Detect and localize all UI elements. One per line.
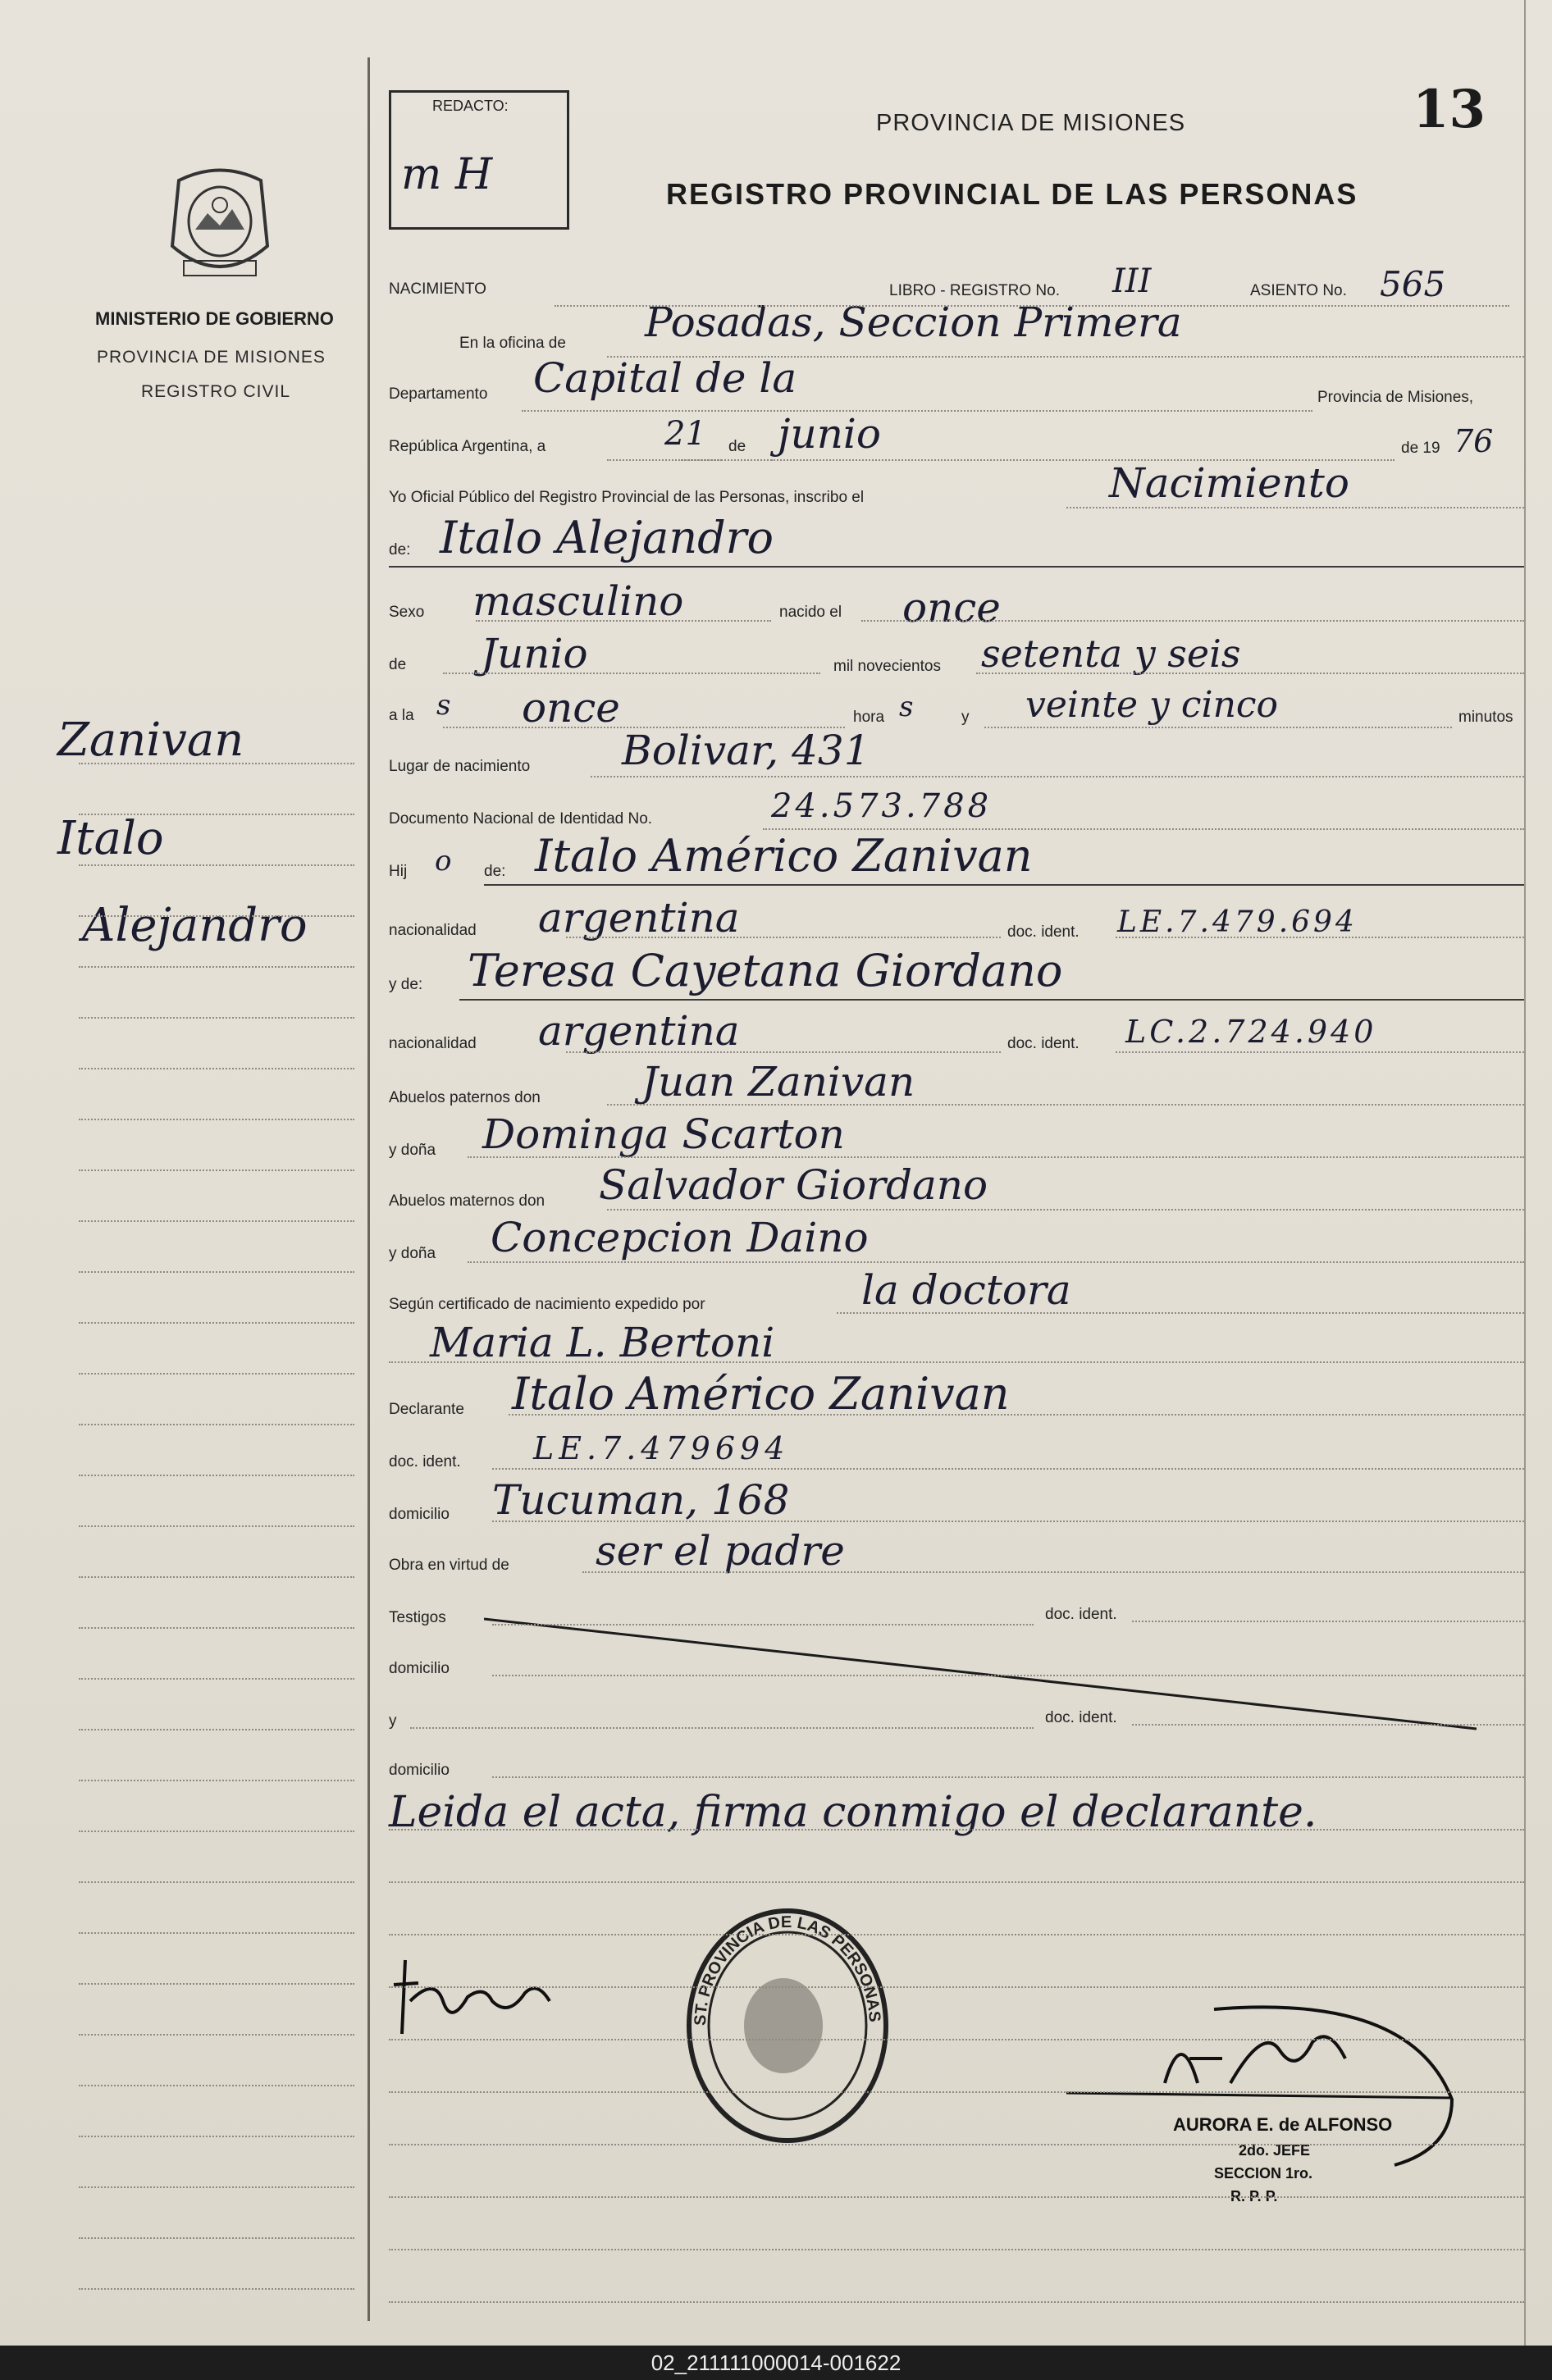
form-dotted-line [522,410,1312,412]
margin-dotted-line [79,1068,354,1069]
margin-name-first: Italo [57,812,164,865]
margin-dotted-line [79,763,354,764]
hijo-suffix: o [435,845,452,878]
declarante-value: Italo Américo Zanivan [512,1368,1010,1420]
certificado-value2: Maria L. Bertoni [430,1319,775,1366]
y-label: y [961,709,970,726]
footer-id: 02_211111000014-001622 [0,2346,1552,2380]
form-dotted-line [492,1468,1524,1470]
provincia-label: Provincia de Misiones, [1317,389,1474,406]
vertical-rule [367,57,370,2321]
form-solid-line [484,884,1524,886]
margin-dotted-line [79,864,354,866]
margin-dotted-line [79,2237,354,2239]
margin-dotted-line [79,1169,354,1171]
margin-dotted-line [79,1424,354,1425]
obra-value: ser el padre [596,1527,845,1575]
hijo-de-label: de: [484,863,506,880]
margin-dotted-line [79,1627,354,1629]
form-dotted-line [389,2249,1524,2250]
margin-dotted-line [79,2034,354,2036]
form-dotted-line [389,2144,1524,2145]
nacido-value: once [902,584,1001,631]
form-dotted-line [607,1104,1524,1106]
ydona2-label: y doña [389,1245,436,1262]
form-dotted-line [976,673,1524,674]
form-dotted-line [566,937,1001,938]
dni-value: 24.573.788 [771,787,993,825]
doc1-label: doc. ident. [1007,923,1080,941]
abuelo-pat-value: Juan Zanivan [641,1058,915,1106]
form-dotted-line [555,305,1509,307]
right-edge-rule [1524,0,1526,2346]
round-stamp [681,1903,894,2149]
form-dotted-line [476,620,771,622]
margin-name-middle: Alejandro [82,899,308,952]
form-dotted-line [591,776,1524,777]
certificado-label: Según certificado de nacimiento expedido por [389,1296,705,1313]
form-dotted-line [492,1521,1524,1522]
certificado-value: la doctora [861,1266,1071,1314]
doc2-value: LC.2.724.940 [1125,1014,1377,1050]
form-dotted-line [1116,937,1524,938]
domicilio2-label: domicilio [389,1660,450,1677]
mes-value: junio [778,410,882,458]
margin-dotted-line [79,1220,354,1222]
form-dotted-line [443,673,820,674]
stamp-line2: 2do. JEFE [1239,2142,1311,2159]
form-dotted-line [389,1986,1524,1988]
header-province: PROVINCIA DE MISIONES [876,110,1186,136]
de2-label: de: [389,541,411,559]
sexo-label: Sexo [389,604,425,621]
domicilio3-label: domicilio [389,1762,450,1779]
margin-dotted-line [79,1729,354,1730]
obra-label: Obra en virtud de [389,1557,509,1574]
form-dotted-line [763,828,1524,830]
horas-suffix: s [899,691,914,723]
round-stamp-text: ST. PROVINCIA DE LAS PERSONAS [691,1913,884,2027]
ala-label: a la [389,707,414,724]
ala-suffix: s [436,689,451,722]
yde-label: y de: [389,976,423,993]
page-number: 13 [1413,79,1486,140]
anio-value: 76 [1454,423,1494,459]
form-dotted-line [389,1934,1524,1935]
anio2-value: setenta y seis [981,631,1241,676]
margin-dotted-line [79,1983,354,1985]
nac2-value: argentina [538,1007,740,1055]
nacimiento-label: NACIMIENTO [389,280,486,298]
testigos-label: Testigos [389,1609,446,1626]
margin-dotted-line [79,1780,354,1781]
form-dotted-line [492,1776,1524,1778]
ministry-line2: PROVINCIA DE MISIONES [97,348,326,367]
hijo-label: Hij [389,863,408,880]
margin-dotted-line [79,1576,354,1578]
coat-of-arms-icon [162,164,277,287]
nac1-value: argentina [538,894,740,942]
right-signature [1066,2001,1460,2214]
form-dotted-line [984,727,1452,728]
form-dotted-line [509,1414,1524,1416]
form-dotted-line [492,1675,1524,1676]
margin-dotted-line [79,1932,354,1934]
mil-label: mil novecientos [833,658,941,675]
margin-name-surname: Zanivan [57,714,244,767]
lugar-label: Lugar de nacimiento [389,758,531,775]
form-dotted-line [468,1261,1524,1263]
abuelos-mat-label: Abuelos maternos don [389,1192,545,1210]
form-dotted-line [607,356,1524,358]
asiento-label: ASIENTO No. [1250,282,1347,299]
nombre-value: Italo Alejandro [440,512,774,563]
margin-dotted-line [79,2288,354,2290]
stamp-line3: SECCION 1ro. [1214,2165,1313,2182]
margin-dotted-line [79,1271,354,1273]
form-dotted-line [389,2301,1524,2303]
margin-dotted-line [79,1525,354,1527]
nac1-label: nacionalidad [389,922,477,939]
form-dotted-line [468,1156,1524,1158]
ministry-line3: REGISTRO CIVIL [141,382,291,401]
libro-value: III [1112,262,1152,300]
nacido-label: nacido el [779,604,842,621]
republica-label: República Argentina, a [389,438,546,455]
ydona1-label: y doña [389,1142,436,1159]
dni-label: Documento Nacional de Identidad No. [389,810,653,828]
redacto-box [389,90,569,230]
min-value: veinte y cinco [1025,684,1279,726]
form-dotted-line [566,1051,1001,1053]
minutos-label: minutos [1458,709,1513,726]
form-dotted-line [389,2196,1524,2198]
form-dotted-line [389,1361,1524,1363]
dia-value: 21 [664,415,706,453]
margin-dotted-line [79,966,354,968]
margin-dotted-line [79,1831,354,1832]
margin-dotted-line [79,1119,354,1120]
departamento-value: Capital de la [533,354,797,402]
abuelos-pat-label: Abuelos paternos don [389,1089,541,1106]
lugar-value: Bolivar, 431 [622,727,870,774]
oficina-label: En la oficina de [459,335,566,352]
libro-label: LIBRO - REGISTRO No. [889,282,1060,299]
inscribo-value: Nacimiento [1109,459,1349,507]
de3-label: de [389,656,407,673]
horas-label: hora [853,709,885,726]
abuela-mat-value: Concepcion Daino [491,1214,869,1261]
abuelo-mat-value: Salvador Giordano [599,1161,988,1209]
hora-value: once [522,684,620,732]
doc2-label: doc. ident. [1007,1035,1080,1052]
redacto-label: REDACTO: [432,98,509,114]
form-dotted-line [1116,1051,1524,1053]
strike-line [484,1607,1485,1739]
nac2-label: nacionalidad [389,1035,477,1052]
sexo-value: masculino [472,577,684,625]
margin-dotted-line [79,2186,354,2188]
margin-dotted-line [79,2085,354,2086]
form-dotted-line [410,1727,1034,1729]
form-dotted-line [389,1829,1524,1831]
declarante-label: Declarante [389,1401,464,1418]
form-dotted-line [1132,1621,1524,1622]
margin-dotted-line [79,1322,354,1324]
form-dotted-line [771,459,1395,461]
form-dotted-line [861,620,1524,622]
margin-dotted-line [79,1373,354,1375]
de-label: de [728,438,746,455]
stamp-line4: R. P. P. [1230,2188,1278,2204]
departamento-label: Departamento [389,385,488,403]
margin-dotted-line [79,1017,354,1019]
doc3-label: doc. ident. [1045,1606,1117,1623]
y2-label: y [389,1712,397,1730]
margin-dotted-line [79,1881,354,1883]
margin-dotted-line [79,915,354,917]
form-dotted-line [1132,1724,1524,1726]
madre-value: Teresa Cayetana Giordano [468,945,1063,996]
domicilio-label: domicilio [389,1506,450,1523]
form-dotted-line [837,1312,1524,1314]
form-dotted-line [492,1624,1034,1625]
docdecl-value: LE.7.479694 [533,1430,790,1466]
padre-value: Italo Américo Zanivan [535,830,1033,882]
doc1-value: LE.7.479.694 [1117,905,1358,939]
margin-dotted-line [79,1475,354,1476]
form-dotted-line [1066,507,1524,508]
form-solid-line [389,566,1524,568]
form-dotted-line [607,1209,1524,1211]
docdecl-label: doc. ident. [389,1453,461,1470]
form-dotted-line [389,2091,1524,2093]
anio-label: de 19 [1401,440,1440,457]
form-dotted-line [582,1571,1524,1573]
margin-dotted-line [79,814,354,815]
form-dotted-line [443,727,845,728]
left-signature [386,1952,566,2042]
form-dotted-line [389,2039,1524,2040]
asiento-value: 565 [1380,264,1446,304]
doc4-label: doc. ident. [1045,1709,1117,1726]
header-title: REGISTRO PROVINCIAL DE LAS PERSONAS [666,177,1358,211]
leida-value: Leida el acta, firma conmigo el declarante. [389,1788,1317,1837]
domicilio-value: Tucuman, 168 [492,1476,790,1524]
form-solid-line [459,999,1524,1001]
oficina-value: Posadas, Seccion Primera [645,299,1182,346]
yo-oficial-label: Yo Oficial Público del Registro Provincial de las Personas, inscribo el [389,489,865,506]
form-dotted-line [389,1881,1524,1883]
margin-dotted-line [79,1678,354,1680]
stamp-name: AURORA E. de ALFONSO [1173,2114,1393,2135]
form-dotted-line [681,459,722,461]
abuela-pat-value: Dominga Scarton [482,1110,845,1158]
mes2-value: Junio [481,630,588,677]
redacto-initials: m H [401,150,493,199]
ministry-line1: MINISTERIO DE GOBIERNO [95,308,334,329]
margin-dotted-line [79,2136,354,2137]
